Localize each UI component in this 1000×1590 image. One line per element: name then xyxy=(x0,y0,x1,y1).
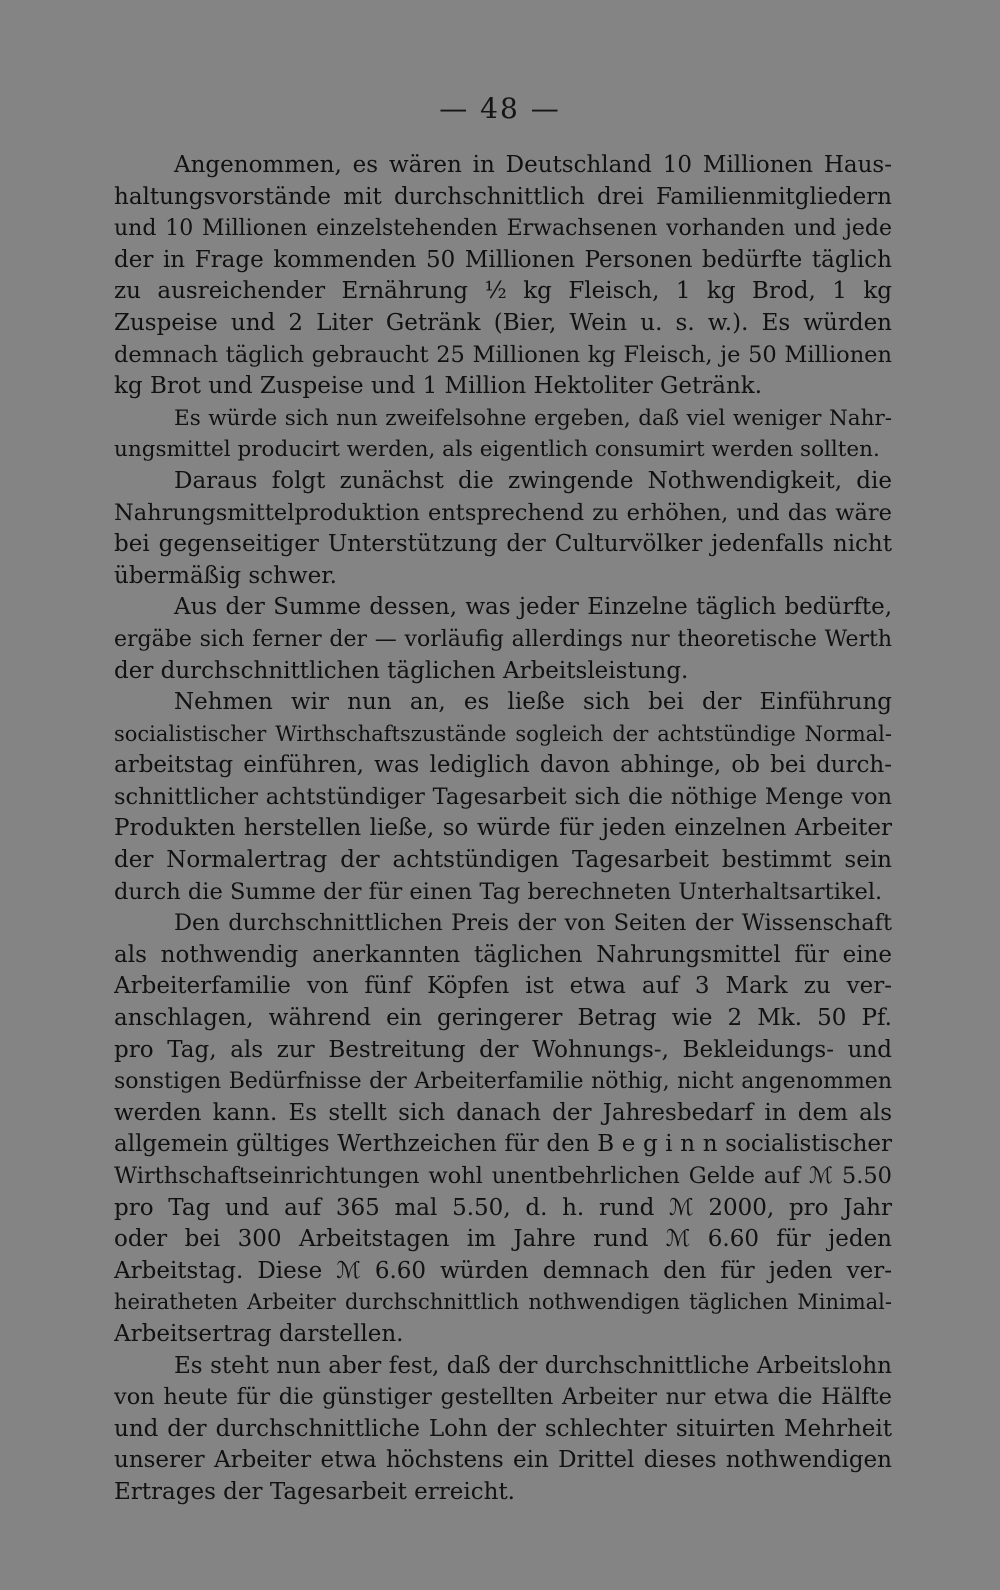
text-line: arbeitstag einführen, was lediglich davon abhinge, ob bei durch- xyxy=(114,752,892,779)
text-line: werden kann. Es stellt sich danach der Jahresbedarf in dem als xyxy=(114,1099,892,1126)
text-line: Arbeitstag. Diese ℳ 6.60 würden demnach den für jeden ver- xyxy=(114,1257,892,1284)
text-line: Ertrages der Tagesarbeit erreicht. xyxy=(114,1478,515,1505)
text-line: allgemein gültiges Werthzeichen für den B e g i n n socialistischer xyxy=(114,1131,892,1158)
text-line: anschlagen, während ein geringerer Betrag wie 2 Mk. 50 Pf. xyxy=(114,1005,892,1032)
text-line: der Normalertrag der achtstündigen Tagesarbeit bestimmt sein xyxy=(114,847,892,874)
text-line: bei gegenseitiger Unterstützung der Culturvölker jedenfalls nicht xyxy=(114,531,892,558)
text-line: heiratheten Arbeiter durchschnittlich nothwendigen täglichen Minimal- xyxy=(114,1290,892,1315)
text-line: der durchschnittlichen täglichen Arbeitsleistung. xyxy=(114,657,689,684)
text-line: ungsmittel producirt werden, als eigentlich consumirt werden sollten. xyxy=(114,437,880,463)
text-line: unserer Arbeiter etwa höchstens ein Drittel dieses nothwendigen xyxy=(114,1447,892,1474)
text-line: Zuspeise und 2 Liter Getränk (Bier, Wein u. s. w.). Es würden xyxy=(114,309,892,336)
text-line: Wirthschaftseinrichtungen wohl unentbehrlichen Gelde auf ℳ 5.50 xyxy=(114,1163,892,1189)
text-line: schnittlicher achtstündiger Tagesarbeit sich die nöthige Menge von xyxy=(114,783,892,810)
text-line: Nehmen wir nun an, es ließe sich bei der Einführung xyxy=(174,689,892,716)
text-line: übermäßig schwer. xyxy=(114,562,337,589)
text-line: durch die Summe der für einen Tag berechneten Unterhaltsartikel. xyxy=(114,878,883,905)
text-line: und der durchschnittliche Lohn der schlechter situirten Mehrheit xyxy=(114,1415,892,1442)
text-line: Arbeitsertrag darstellen. xyxy=(114,1320,404,1347)
text-line: Den durchschnittlichen Preis der von Seiten der Wissenschaft xyxy=(174,910,892,937)
text-line: ergäbe sich ferner der — vorläufig allerdings nur theoretische Werth xyxy=(114,626,892,652)
text-line: pro Tag und auf 365 mal 5.50, d. h. rund ℳ 2000, pro Jahr xyxy=(114,1194,892,1221)
text-line: Es würde sich nun zweifelsohne ergeben, daß viel weniger Nahr- xyxy=(174,405,892,431)
text-line: Es steht nun aber fest, daß der durchschnittliche Arbeitslohn xyxy=(174,1352,892,1379)
text-line: Daraus folgt zunächst die zwingende Nothwendigkeit, die xyxy=(174,467,892,494)
text-line: haltungsvorstände mit durchschnittlich drei Familienmitgliedern xyxy=(114,183,892,210)
text-line: socialistischer Wirthschaftszustände sogleich der achtstündige Normal- xyxy=(114,721,892,746)
body-text xyxy=(114,150,892,1509)
text-line: Angenommen, es wären in Deutschland 10 Millionen Haus- xyxy=(174,152,892,178)
text-line: pro Tag, als zur Bestreitung der Wohnungs-, Bekleidungs- und xyxy=(114,1036,892,1063)
text-line: kg Brot und Zuspeise und 1 Million Hektoliter Getränk. xyxy=(114,373,763,400)
text-line: und 10 Millionen einzelstehenden Erwachsenen vorhanden und jede xyxy=(114,216,892,242)
text-line: oder bei 300 Arbeitstagen im Jahre rund ℳ 6.60 für jeden xyxy=(114,1226,892,1253)
text-line: von heute für die günstiger gestellten Arbeiter nur etwa die Hälfte xyxy=(114,1384,892,1411)
text-line: Nahrungsmittelproduktion entsprechend zu erhöhen, und das wäre xyxy=(114,499,892,526)
text-line: Aus der Summe dessen, was jeder Einzelne täglich bedürfte, xyxy=(174,594,892,621)
text-line: demnach täglich gebraucht 25 Millionen kg Fleisch, je 50 Millionen xyxy=(114,341,892,368)
text-line: sonstigen Bedürfnisse der Arbeiterfamilie nöthig, nicht angenommen xyxy=(114,1069,892,1095)
text-line: als nothwendig anerkannten täglichen Nahrungsmittel für eine xyxy=(114,941,892,968)
text-line: zu ausreichender Ernährung ½ kg Fleisch, 1 kg Brod, 1 kg xyxy=(114,278,892,305)
text-line: der in Frage kommenden 50 Millionen Personen bedürfte täglich xyxy=(114,246,892,273)
text-line: Arbeiterfamilie von fünf Köpfen ist etwa auf 3 Mark zu ver- xyxy=(114,973,892,1000)
page-number: — 48 — xyxy=(439,92,561,125)
text-line: Produkten herstellen ließe, so würde für jeden einzelnen Arbeiter xyxy=(114,815,892,842)
